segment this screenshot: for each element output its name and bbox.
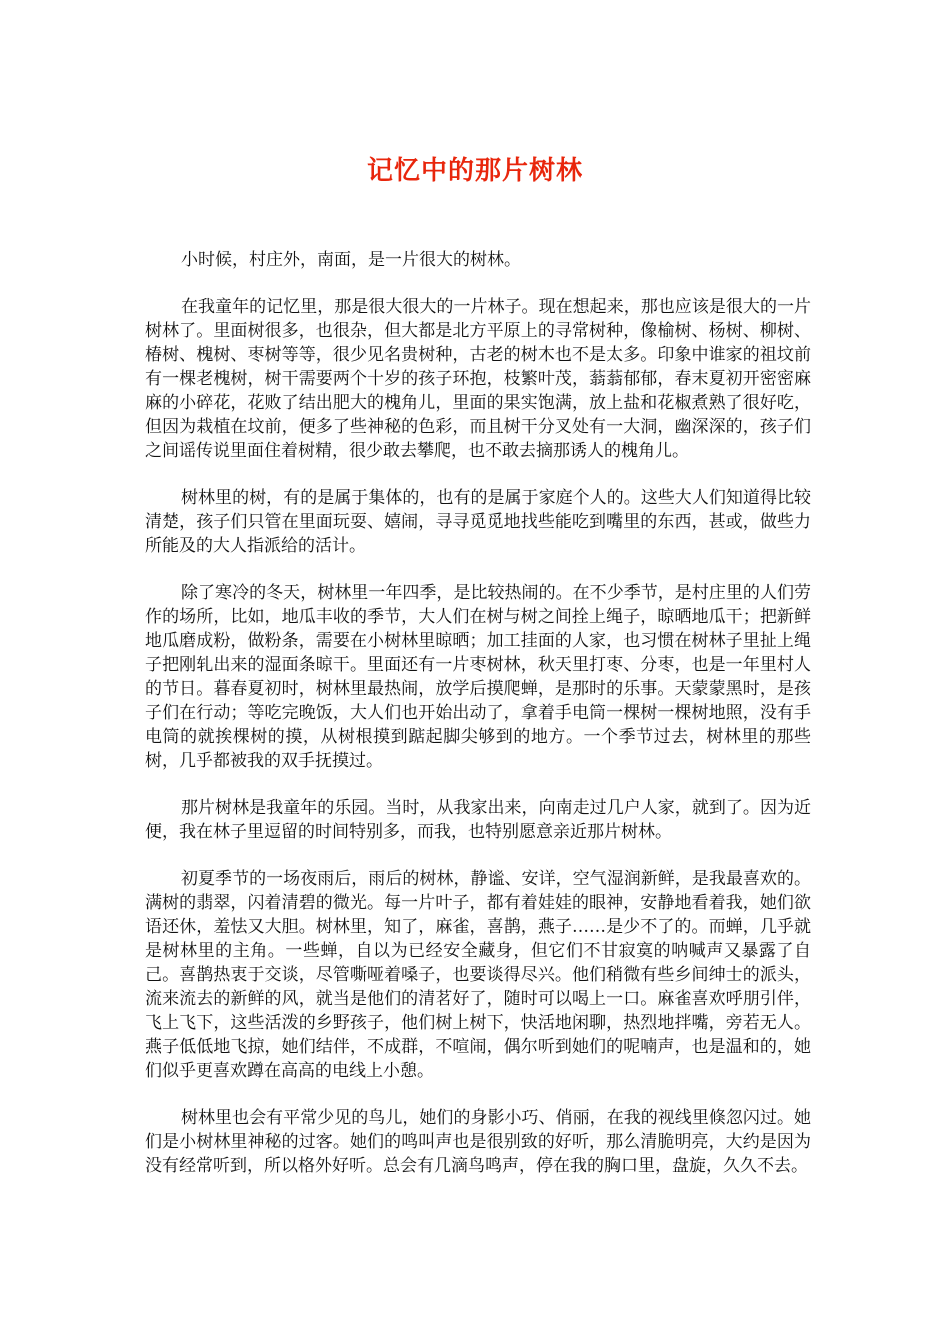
paragraph: 在我童年的记忆里，那是很大很大的一片林子。现在想起来，那也应该是很大的一片树林了。里面树很多，也很杂，但大都是北方平原上的寻常树种，像榆树、杨树、柳树、椿树、槐树、枣树等等，很少见名贵树种，古老的树木也不是太多。印象中谁家的祖坟前有一棵老槐树，树干需要两个十岁的孩子环抱，枝繁叶茂，蓊蓊郁郁，春末夏初开密密麻麻的小碎花，花败了结出肥大的槐角儿，里面的果实饱满，放上盐和花椒煮熟了很好吃，但因为栽植在坟前，便多了些神秘的色彩，而且树干分叉处有一大洞，幽深深的，孩子们之间谣传说里面住着树精，很少敢去攀爬，也不敢去摘那诱人的槐角儿。 (145, 297, 811, 461)
paragraph: 初夏季节的一场夜雨后，雨后的树林，静谧、安详，空气湿润新鲜，是我最喜欢的。满树的翡翠，闪着清碧的微光。每一片叶子，都有着娃娃的眼神，安静地看着我，她们欲语还休，羞怯又大胆。树林里，知了，麻雀，喜鹊，燕子……是少不了的。而蝉，几乎就是树林里的主角。一些蝉，自以为已经安全藏身，但它们不甘寂寞的呐喊声又暴露了自己。喜鹊热衷于交谈，尽管嘶哑着嗓子，也要谈得尽兴。他们稍微有些乡间绅士的派头，流来流去的新鲜的风，就当是他们的清茗好了，随时可以喝上一口。麻雀喜欢呼朋引伴，飞上飞下，这些活泼的乡野孩子，他们树上树下，快活地闲聊，热烈地拌嘴，旁若无人。燕子低低地飞掠，她们结伴，不成群，不喧闹，偶尔听到她们的呢喃声，也是温和的，她们似乎更喜欢蹲在高高的电线上小憩。 (145, 869, 811, 1081)
document-body (145, 248, 811, 1201)
paragraph: 树林里的树，有的是属于集体的，也有的是属于家庭个人的。这些大人们知道得比较清楚，孩子们只管在里面玩耍、嬉闹，寻寻觅觅地找些能吃到嘴里的东西，甚或，做些力所能及的大人指派给的活计。 (145, 488, 811, 556)
paragraph: 除了寒冷的冬天，树林里一年四季，是比较热闹的。在不少季节，是村庄里的人们劳作的场所，比如，地瓜丰收的季节，大人们在树与树之间拴上绳子，晾晒地瓜干；把新鲜地瓜磨成粉，做粉条，需要在小树林里晾晒；加工挂面的人家，也习惯在树林子里扯上绳子把刚轧出来的湿面条晾干。里面还有一片枣树林，秋天里打枣、分枣，也是一年里村人的节日。暮春夏初时，树林里最热闹，放学后摸爬蝉，是那时的乐事。天蒙蒙黑时，是孩子们在行动；等吃完晚饭，大人们也开始出动了，拿着手电筒一棵树一棵树地照，没有手电筒的就挨棵树的摸，从树根摸到踮起脚尖够到的地方。一个季节过去，树林里的那些树，几乎都被我的双手抚摸过。 (145, 583, 811, 771)
paragraph: 那片树林是我童年的乐园。当时，从我家出来，向南走过几户人家，就到了。因为近便，我在林子里逗留的时间特别多，而我，也特别愿意亲近那片树林。 (145, 798, 811, 842)
document-title: 记忆中的那片树林 (366, 156, 583, 186)
paragraph: 小时候，村庄外，南面，是一片很大的树林。 (181, 250, 521, 270)
paragraph: 树林里也会有平常少见的鸟儿，她们的身影小巧、俏丽，在我的视线里倏忽闪过。她们是小树林里神秘的过客。她们的鸣叫声也是很别致的好听，那么清脆明亮，大约是因为没有经常听到，所以格外好听。总会有几滴鸟鸣声，停在我的胸口里，盘旋，久久不去。 (145, 1108, 811, 1176)
